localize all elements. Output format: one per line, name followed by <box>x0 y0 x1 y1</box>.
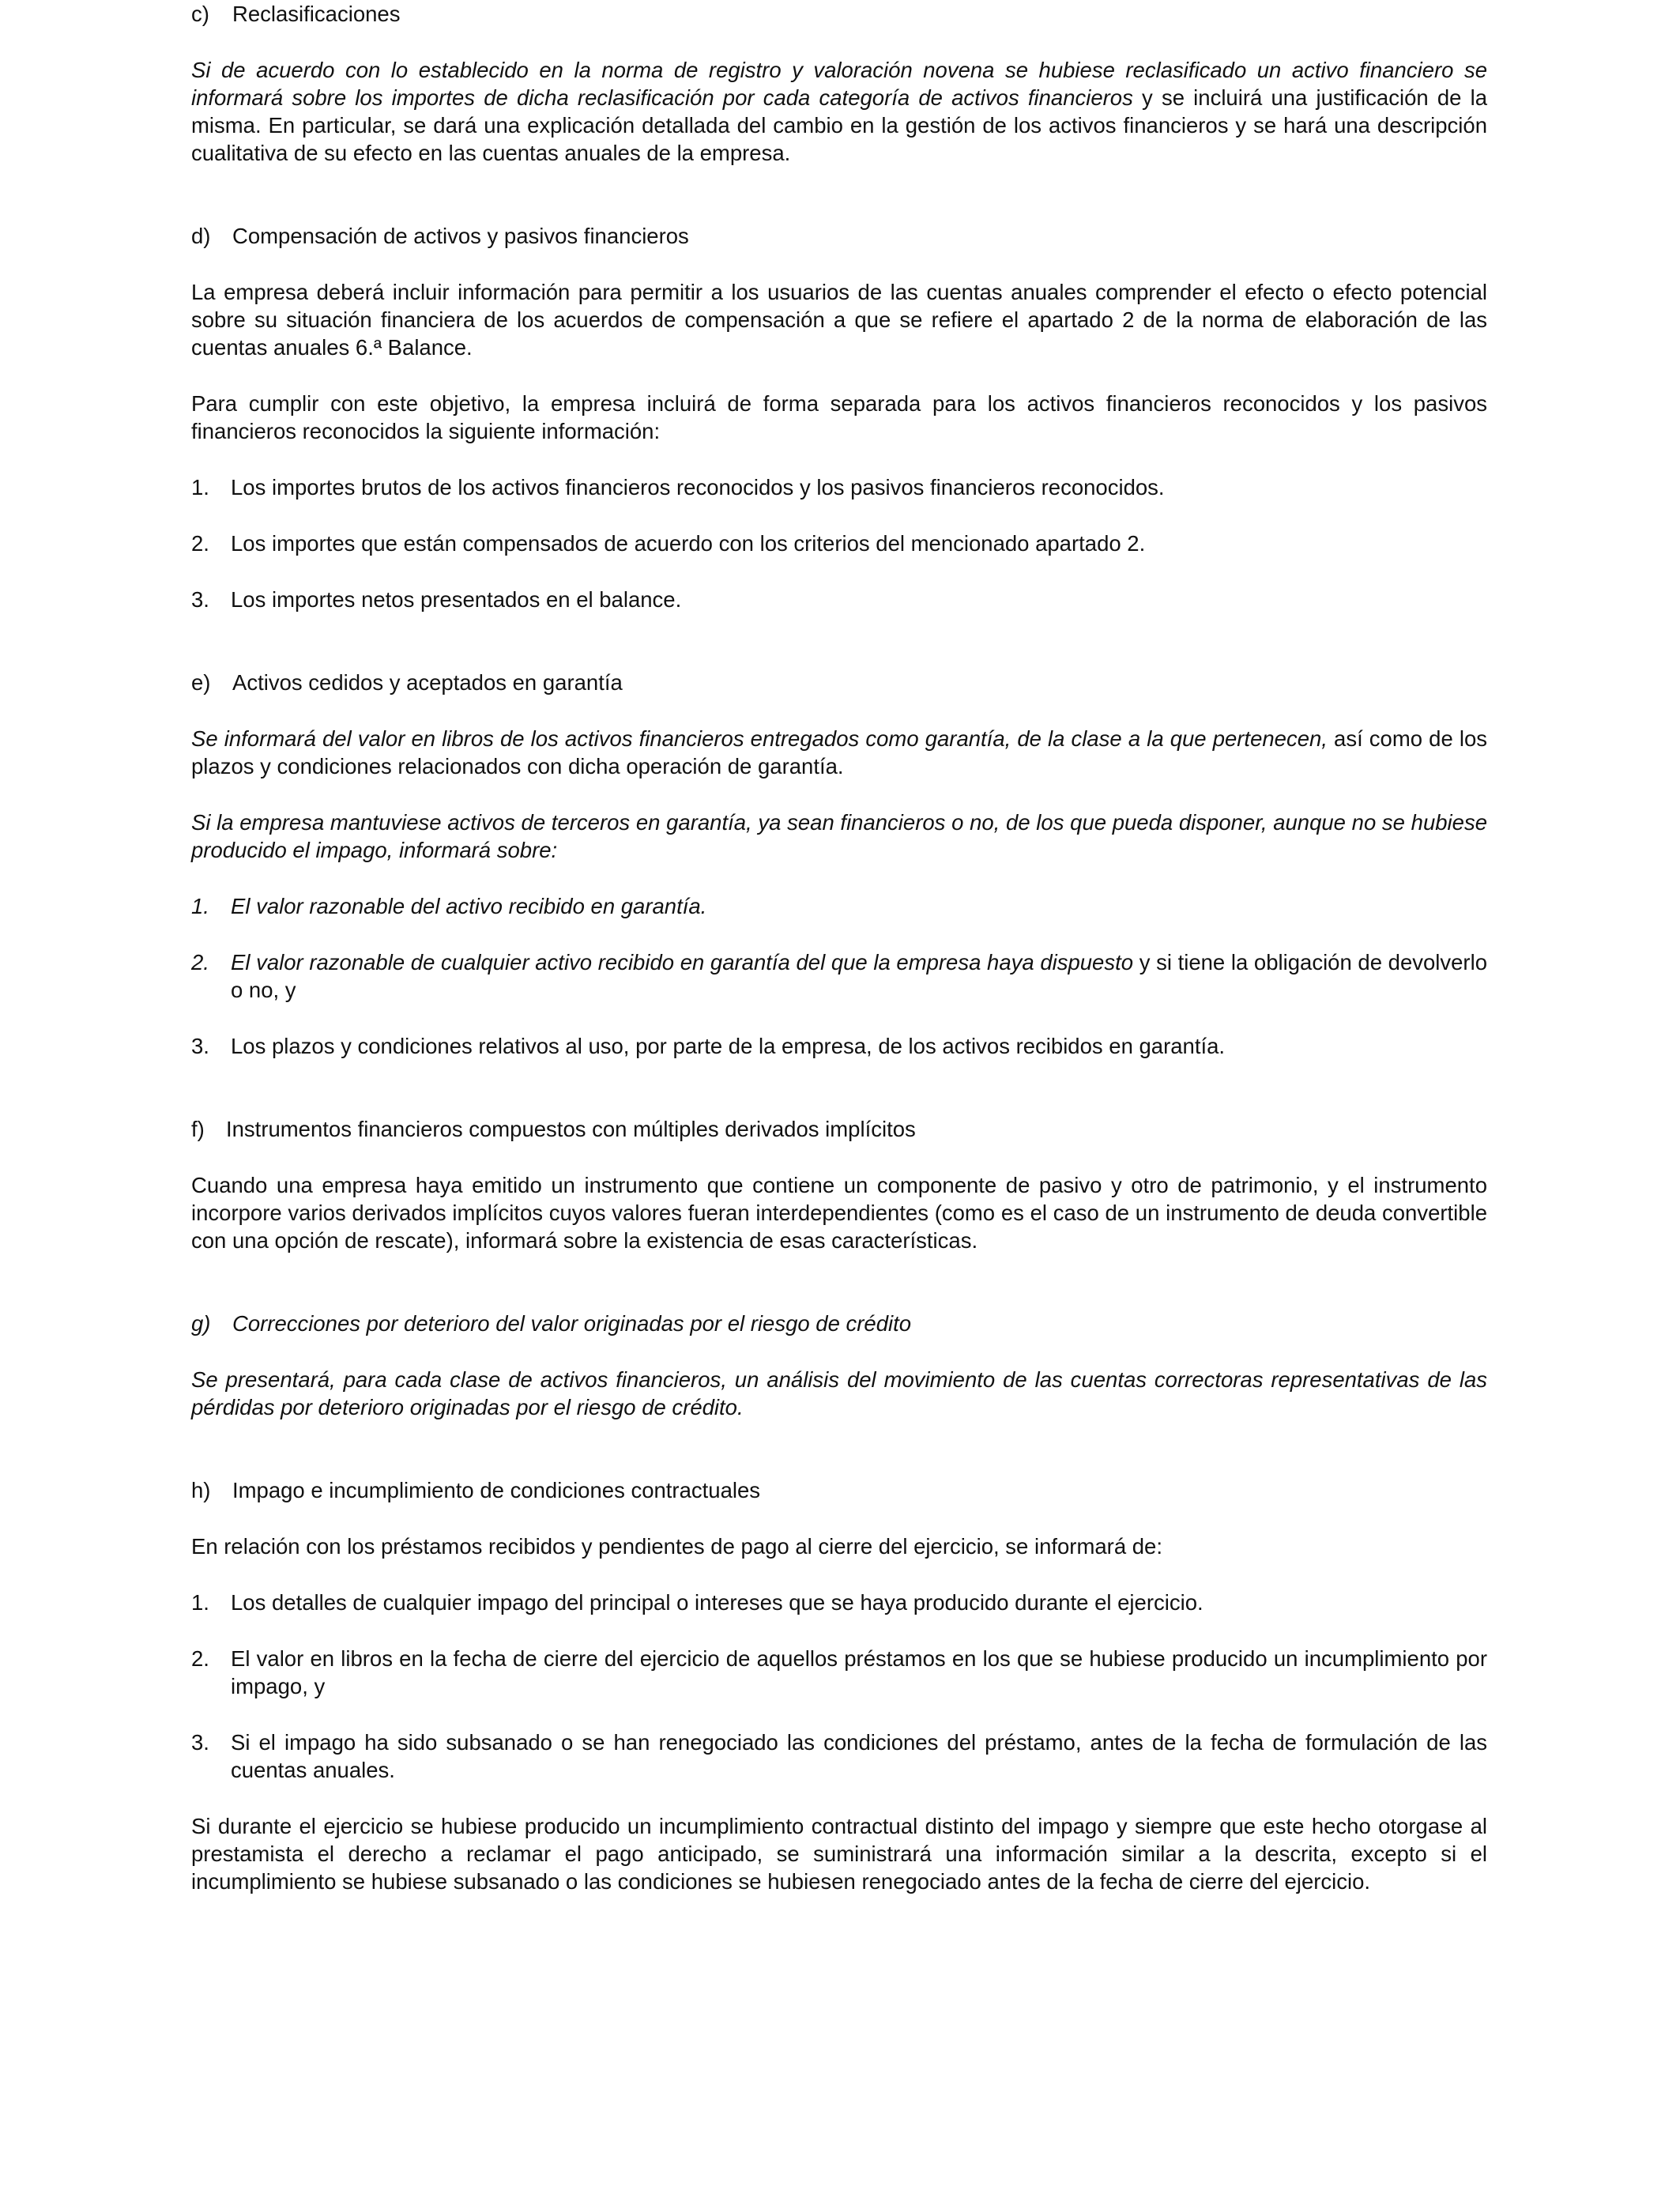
list-item-number: 2. <box>191 531 209 556</box>
section-c-heading <box>191 0 1487 28</box>
section-c-title: Reclasificaciones <box>232 2 401 26</box>
section-e-heading <box>191 669 1487 696</box>
list-item-text: Los importes que están compensados de acuerdo con los criterios del mencionado apartado 2. <box>231 531 1146 556</box>
list-item-text: Los detalles de cualquier impago del principal o intereses que se haya producido durante el ejercicio. <box>231 1590 1203 1615</box>
list-item-text-normal: y si tiene la obligación de devolverlo o no, y <box>231 950 1487 1002</box>
section-f-mark: f) <box>191 1117 205 1141</box>
section-c-mark: c) <box>191 2 209 26</box>
section-e-p1-italic: Se informará del valor en libros de los activos financieros entregados como garantía, de la clase a la que pertenecen, <box>191 726 1328 751</box>
section-h-mark: h) <box>191 1478 211 1502</box>
section-c-paragraph <box>191 56 1487 167</box>
section-d-mark: d) <box>191 224 211 248</box>
section-h-title: Impago e incumplimiento de condiciones contractuales <box>232 1478 761 1502</box>
section-h-paragraph-2: Si durante el ejercicio se hubiese producido un incumplimiento contractual distinto del impago y siempre que este hecho otorgase al prestamista el derecho a reclamar el pago anticipado, se suministrará una información similar a la descrita, excepto si el incumplimiento se hubiese subsanado o las condiciones se hubiesen renegociado antes de la fecha de cierre del ejercicio. <box>191 1814 1487 1894</box>
list-item-number: 3. <box>191 1034 209 1058</box>
list-item-text: Los plazos y condiciones relativos al uso, por parte de la empresa, de los activos recibidos en garantía. <box>231 1034 1226 1058</box>
section-e-p1-normal: así como de los plazos y condiciones relacionados con dicha operación de garantía. <box>191 726 1487 778</box>
list-item <box>191 1728 1487 1784</box>
section-d-title: Compensación de activos y pasivos financieros <box>232 224 689 248</box>
list-item-number: 2. <box>191 1646 209 1671</box>
section-f-paragraph: Cuando una empresa haya emitido un instrumento que contiene un componente de pasivo y otro de patrimonio, y el instrumento incorpore varios derivados implícitos cuyos valores fueran interdependientes (como es el caso de un instrumento de deuda convertible con una opción de rescate), informará sobre la existencia de esas características. <box>191 1173 1487 1253</box>
section-d-heading <box>191 222 1487 250</box>
list-item <box>191 1589 1487 1616</box>
section-f-title: Instrumentos financieros compuestos con múltiples derivados implícitos <box>226 1117 916 1141</box>
list-item-number: 3. <box>191 587 209 612</box>
section-g-title: Correcciones por deterioro del valor originadas por el riesgo de crédito <box>232 1311 912 1336</box>
section-d-paragraph-1: La empresa deberá incluir información para permitir a los usuarios de las cuentas anuales comprender el efecto o efecto potencial sobre su situación financiera de los acuerdos de compensación a que se refiere el apartado 2 de la norma de elaboración de las cuentas anuales 6.ª Balance. <box>191 280 1487 360</box>
list-item-text-italic: El valor razonable de cualquier activo recibido en garantía del que la empresa haya dispuesto <box>231 950 1134 974</box>
list-item-number: 1. <box>191 1590 209 1615</box>
list-item-text: Los importes brutos de los activos financieros reconocidos y los pasivos financieros reconocidos. <box>231 475 1165 499</box>
list-item-number: 1. <box>191 894 209 918</box>
list-item <box>191 530 1487 557</box>
section-g-paragraph: Se presentará, para cada clase de activos financieros, un análisis del movimiento de las cuentas correctoras representativas de las pérdidas por deterioro originadas por el riesgo de crédito. <box>191 1367 1487 1419</box>
list-item <box>191 1645 1487 1700</box>
list-item-number: 3. <box>191 1730 209 1755</box>
section-f-heading <box>191 1115 1487 1143</box>
section-e-mark: e) <box>191 670 211 695</box>
section-e-title: Activos cedidos y aceptados en garantía <box>232 670 623 695</box>
section-g-heading <box>191 1310 1487 1337</box>
section-d-paragraph-2: Para cumplir con este objetivo, la empresa incluirá de forma separada para los activos financieros reconocidos y los pasivos financieros reconocidos la siguiente información: <box>191 391 1487 443</box>
document-page <box>191 0 1487 1895</box>
list-item-number: 1. <box>191 475 209 499</box>
list-item <box>191 892 1487 920</box>
list-item <box>191 948 1487 1004</box>
list-item <box>191 1032 1487 1060</box>
section-e-paragraph-1 <box>191 725 1487 780</box>
list-item-text: Si el impago ha sido subsanado o se han renegociado las condiciones del préstamo, antes de la fecha de formulación de las cuentas anuales. <box>231 1730 1487 1782</box>
list-item-text: El valor razonable del activo recibido en garantía. <box>231 894 707 918</box>
list-item-text <box>231 948 1487 1004</box>
list-item <box>191 473 1487 501</box>
section-e-paragraph-2: Si la empresa mantuviese activos de terceros en garantía, ya sean financieros o no, de los que pueda disponer, aunque no se hubiese producido el impago, informará sobre: <box>191 810 1487 862</box>
list-item-text: Los importes netos presentados en el balance. <box>231 587 682 612</box>
section-g-mark: g) <box>191 1311 211 1336</box>
section-c-p1-italic: Si de acuerdo con lo establecido en la norma de registro y valoración novena se hubiese reclasificado un activo financiero se informará sobre los importes de dicha reclasificación por cada categoría de activos financieros <box>191 58 1487 110</box>
section-c-p1-normal: y se incluirá una justificación de la misma. En particular, se dará una explicación detallada del cambio en la gestión de los activos financieros y se hará una descripción cualitativa de su efecto en las cuentas anuales de la empresa. <box>191 85 1488 165</box>
section-h-heading <box>191 1476 1487 1504</box>
section-h-paragraph-1: En relación con los préstamos recibidos y pendientes de pago al cierre del ejercicio, se informará de: <box>191 1534 1162 1559</box>
list-item-text: El valor en libros en la fecha de cierre del ejercicio de aquellos préstamos en los que se hubiese producido un incumplimiento por impago, y <box>231 1646 1487 1698</box>
list-item <box>191 586 1487 613</box>
list-item-number: 2. <box>191 950 209 974</box>
